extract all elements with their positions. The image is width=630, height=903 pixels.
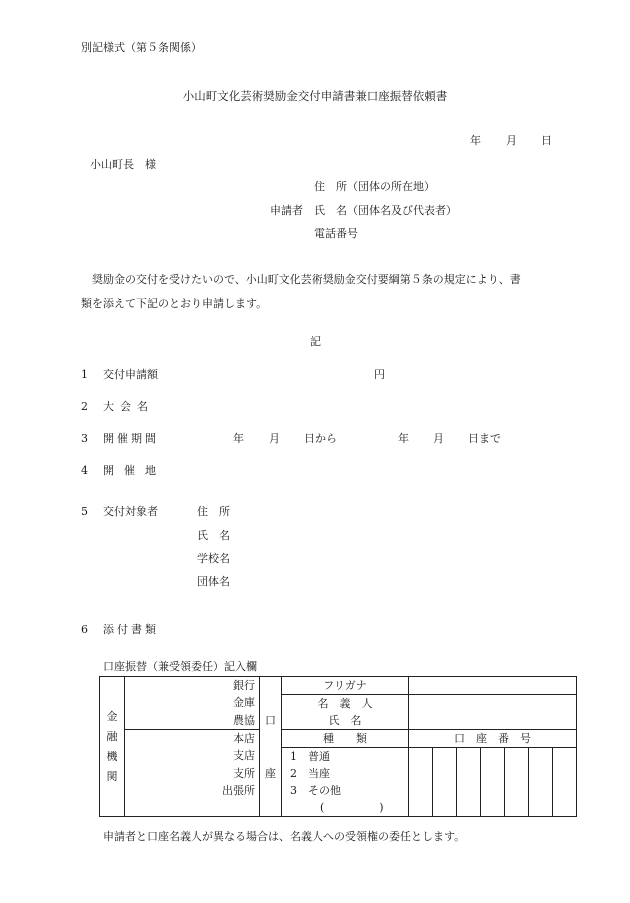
date-month: 月 xyxy=(506,134,517,147)
period-to-month: 月 xyxy=(433,432,444,445)
item-1-label: 交付申請額 xyxy=(103,368,158,381)
period-from-year: 年 xyxy=(233,432,244,445)
branch-type-sub-branch: 支所 xyxy=(125,765,260,782)
item-3-label: 開催期間 xyxy=(103,432,159,445)
body-text-line2: 類を添えて下記のとおり申請します。 xyxy=(81,297,268,310)
applicant-prefix: 申請者 xyxy=(270,204,303,217)
account-note: 申請者と口座名義人が異なる場合は、名義人への受領権の委任とします。 xyxy=(103,830,466,843)
account-type-other[interactable]: 3 その他 xyxy=(282,782,409,799)
target-field-address: 住 所 xyxy=(197,505,230,518)
account-holder-field[interactable] xyxy=(409,695,577,730)
target-field-school: 学校名 xyxy=(197,552,230,565)
item-3-number: 3 xyxy=(81,432,88,445)
item-4-number: 4 xyxy=(81,464,88,477)
kouza-label-bottom: 座 xyxy=(260,765,282,782)
applicant-name-label: 氏 名（団体名及び代表者） xyxy=(314,204,457,217)
account-type-header: 種 類 xyxy=(282,730,409,748)
item-5-label: 交付対象者 xyxy=(103,505,158,518)
date-day: 日 xyxy=(541,134,552,147)
furigana-field[interactable] xyxy=(409,677,577,695)
date-year: 年 xyxy=(470,134,481,147)
bank-type-shinkin: 金庫 xyxy=(125,695,260,713)
period-to-day: 日まで xyxy=(468,432,501,445)
branch-type-head: 本店 xyxy=(125,730,260,748)
item-6-label: 添付書類 xyxy=(103,623,159,636)
period-from-day: 日から xyxy=(304,432,337,445)
account-number-header: 口 座 番 号 xyxy=(409,730,577,748)
account-number-digit-1[interactable] xyxy=(409,748,433,817)
applicant-address-label: 住 所（団体の所在地） xyxy=(314,180,435,193)
item-1-unit: 円 xyxy=(374,368,385,381)
kouza-label-top: 口 xyxy=(260,712,282,730)
account-table xyxy=(99,676,577,817)
bank-type-nokyo: 農協 xyxy=(125,712,260,730)
account-number-digit-5[interactable] xyxy=(505,748,529,817)
addressee: 小山町長 様 xyxy=(90,158,156,171)
account-number-digit-7[interactable] xyxy=(553,748,577,817)
target-field-group: 団体名 xyxy=(197,575,230,588)
item-2-label: 大会名 xyxy=(103,400,154,413)
branch-type-branch: 支店 xyxy=(125,748,260,766)
furigana-label: フリガナ xyxy=(282,677,409,695)
account-type-ordinary[interactable]: 1 普通 xyxy=(282,748,409,766)
account-number-digit-6[interactable] xyxy=(529,748,553,817)
page-title: 小山町文化芸術奨励金交付申請書兼口座振替依頼書 xyxy=(182,89,448,103)
account-type-current[interactable]: 2 当座 xyxy=(282,765,409,782)
account-number-digit-2[interactable] xyxy=(433,748,457,817)
item-4-label: 開催地 xyxy=(103,464,166,477)
ki-heading: 記 xyxy=(310,335,321,348)
body-text-line1: 奨励金の交付を受けたいので、小山町文化芸術奨励金交付要綱第５条の規定により、書 xyxy=(92,273,521,286)
account-number-digit-3[interactable] xyxy=(457,748,481,817)
financial-institution-label: 金 融 機 関 xyxy=(100,677,125,817)
item-5-number: 5 xyxy=(81,505,88,518)
applicant-phone-label: 電話番号 xyxy=(314,227,358,240)
branch-type-office: 出張所 xyxy=(125,782,260,799)
account-number-digit-4[interactable] xyxy=(481,748,505,817)
target-field-name: 氏 名 xyxy=(197,529,230,542)
account-holder-label: 名 義 人 xyxy=(282,695,409,713)
item-6-number: 6 xyxy=(81,623,88,636)
account-holder-name-label: 氏 名 xyxy=(282,712,409,730)
period-to-year: 年 xyxy=(398,432,409,445)
form-reference: 別記様式（第５条関係） xyxy=(81,41,202,54)
account-type-other-field[interactable]: ( ) xyxy=(282,799,409,817)
account-caption: 口座振替（兼受領委任）記入欄 xyxy=(103,660,257,673)
item-1-number: 1 xyxy=(81,368,88,381)
period-from-month: 月 xyxy=(269,432,280,445)
item-2-number: 2 xyxy=(81,400,88,413)
bank-type-bank: 銀行 xyxy=(125,677,260,695)
